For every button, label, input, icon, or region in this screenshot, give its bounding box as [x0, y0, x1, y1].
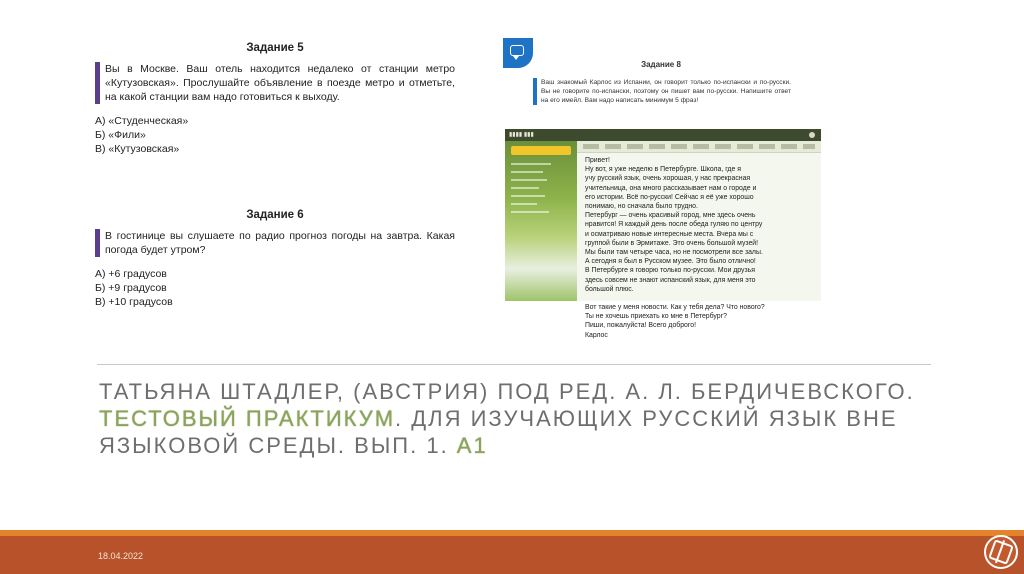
option: А) «Студенческая»	[95, 115, 189, 127]
accent-bar	[95, 62, 100, 104]
email-line: учу русский язык, очень хорошая, у нас прекрасная	[585, 175, 751, 183]
email-line: его истории. Всё по-русски! Сейчас я её уже хорошо	[585, 193, 754, 201]
option: Б) +9 градусов	[95, 282, 167, 294]
email-line: понимаю, но сначала было трудно.	[585, 203, 698, 211]
mail-header	[505, 129, 821, 141]
email-line: Вот такие у меня новости. Как у тебя дела? Что нового?	[585, 304, 765, 311]
email-line: Пиши, пожалуйста! Всего доброго!	[585, 322, 696, 330]
footer-stripe	[0, 530, 1024, 536]
task-8-panel	[503, 38, 819, 360]
university-logo-icon	[984, 535, 1018, 569]
email-line: Привет!	[585, 157, 610, 164]
footer	[0, 530, 1024, 574]
email-signature: Карлос	[585, 331, 608, 339]
email-screenshot	[505, 129, 821, 301]
task-5-options	[95, 114, 455, 156]
task-8-text: Ваш знакомый Карлос из Испании, он говорит только по-испански и по-русски. Вы не говорите по-испански, поэтому он пишет вам по-русски. Напишите ответ на его имейл. Вам надо написать минимум 5 фраз!	[541, 79, 791, 104]
accent-bar	[95, 229, 100, 257]
divider	[97, 364, 931, 365]
email-line: учительница, она много рассказывает нам о городе и	[585, 184, 757, 192]
mail-sidebar	[505, 141, 577, 301]
option: А) +6 градусов	[95, 268, 167, 280]
email-closing	[585, 303, 815, 340]
caption-text: . ДЛЯ ИЗУЧАЮЩИХ РУССКИЙ ЯЗЫК ВНЕ ЯЗЫКОВОЙ СРЕДЫ. ВЫП. 1.	[99, 406, 898, 458]
avatar	[809, 132, 815, 138]
task-5-text-box	[95, 62, 455, 104]
task-6	[95, 209, 455, 309]
email-line: группой были в Эрмитаже. Это очень большой музей!	[585, 239, 759, 247]
email-line: большой плюс.	[585, 285, 634, 293]
mail-toolbar	[577, 141, 821, 153]
email-line: нравится! Я каждый день после обеда гуляю по центру	[585, 221, 763, 229]
task-5-text: Вы в Москве. Ваш отель находится недалеко от станции метро «Кутузовская». Прослушайте объявление в поезде метро и отметьте, на какой станции вам надо готовиться к выходу.	[105, 63, 455, 103]
accent-bar	[533, 78, 537, 105]
task-8-title: Задание 8	[641, 60, 681, 69]
email-body	[585, 156, 813, 294]
task-8-text-box	[533, 78, 791, 105]
slide-caption	[99, 378, 939, 459]
email-line: Ты не хочешь приехать ко мне в Петербург?	[585, 313, 727, 321]
email-line: Ну вот, я уже неделю в Петербурге. Школа, где я	[585, 166, 741, 174]
option: В) «Кутузовская»	[95, 143, 180, 155]
footer-date: 18.04.2022	[98, 551, 144, 561]
task-6-options	[95, 267, 455, 309]
caption-level: А1	[456, 433, 488, 458]
task-5	[95, 42, 455, 156]
email-line: А сегодня я был в Русском музее. Это было отлично!	[585, 258, 756, 266]
email-line: и осматриваю новые интересные места. Вчера мы с	[585, 230, 754, 238]
email-line: здесь совсем не знают испанский язык, для меня это	[585, 276, 756, 284]
caption-text: ТАТЬЯНА ШТАДЛЕР, (АВСТРИЯ) ПОД РЕД. А. Л. БЕРДИЧЕВСКОГО.	[99, 379, 915, 404]
email-line: Петербург — очень красивый город, мне здесь очень	[585, 212, 756, 220]
mail-logo-icon: ▮▮▮▮ ▮▮▮	[509, 132, 534, 138]
task-5-title: Задание 5	[246, 42, 304, 54]
task-6-text: В гостинице вы слушаете по радио прогноз погоды на завтра. Какая погода будет утром?	[105, 230, 455, 256]
task-6-text-box	[95, 229, 455, 257]
option: В) +10 градусов	[95, 296, 173, 308]
email-line: Мы были там четыре часа, но не посмотрели все залы.	[585, 249, 763, 257]
email-line: В Петербурге я говорю только по-русски. Мои друзья	[585, 267, 755, 275]
option: Б) «Фили»	[95, 129, 146, 141]
caption-highlight: ТЕСТОВЫЙ ПРАКТИКУМ	[99, 406, 396, 431]
compose-button	[511, 146, 571, 155]
task-6-title: Задание 6	[246, 209, 304, 221]
